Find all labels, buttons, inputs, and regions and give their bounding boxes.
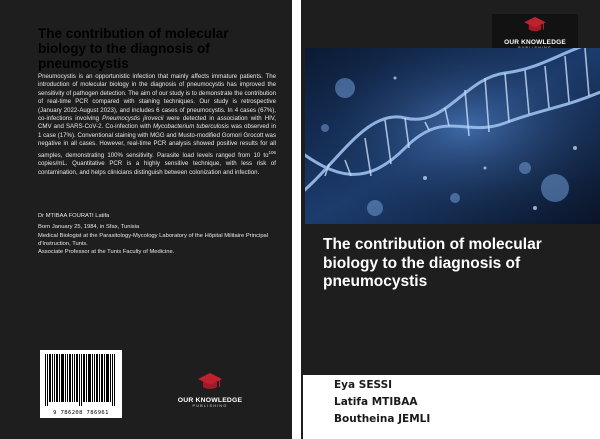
summary-text-4: copies/mL. Quantitative PCR is a highly sensitive technique, with less risk of contamination, and helps clinicians distinguish between colonization and infection. bbox=[38, 160, 276, 176]
back-cover-title: The contribution of molecular biology to the diagnosis of pneumocystis bbox=[38, 26, 229, 71]
bio-line: Medical Biologist at the Parasitology-Mycology Laboratory of the Hôpital Militaire Principal d'Instruction, Tunis. bbox=[38, 232, 269, 247]
summary-text-3: was observed in 1 case (17%). Conventional staining with MGG and Musto-modified Gomori Grocott was negative in all cases. However, real-time PCR analysis showed positive results for all samples, demonstrating 100% sensitivity. Parasite load levels ranged from 10 to bbox=[38, 123, 276, 159]
barcode-number: 9 786208 786961 bbox=[53, 410, 109, 416]
publisher-brand: OUR KNOWLEDGE bbox=[177, 397, 243, 404]
bio-line: Associate Professor at the Tunis Faculty of Medicine. bbox=[38, 249, 175, 256]
graduation-cap-icon bbox=[522, 16, 548, 34]
back-cover-summary bbox=[38, 73, 276, 177]
dna-helix-image bbox=[305, 48, 600, 224]
front-cover-title: The contribution of molecular biology to the diagnosis of pneumocystis bbox=[323, 236, 542, 290]
summary-text-2: were detected in association with HIV, CMV and SARS-CoV-2. Co-infection with bbox=[38, 115, 276, 131]
author-list bbox=[334, 377, 534, 428]
spine bbox=[292, 0, 301, 439]
publisher-logo-back bbox=[166, 372, 254, 408]
summary-species-2: Mycobacterium tuberculosis bbox=[152, 123, 229, 131]
bio-line: Born January 25, 1984, in Sfax, Tunisia bbox=[38, 224, 140, 231]
author-bio bbox=[38, 212, 276, 256]
bio-line: Dr MTIBAA FOURATI Latifa bbox=[38, 213, 110, 219]
author-name: Eya SESSI bbox=[334, 379, 393, 391]
barcode-bars bbox=[45, 354, 117, 406]
isbn-barcode bbox=[40, 350, 122, 418]
summary-text-1: Pneumocystis is an opportunistic infection that mainly affects immature patients. The introduction of molecular biology in the diagnosis of pneumocystis has improved the sensitivity of pathogen detection. The aim of our study is to demonstrate the contribution of real-time PCR compared with staining techniques. Our study is retrospective (January 2022-August 2023), and includes 6 cases of pneumocystis. In 4 cases (67%), co-infections involving bbox=[38, 73, 276, 123]
publisher-tagline: PUBLISHING bbox=[192, 404, 228, 408]
dna-illustration bbox=[305, 48, 600, 224]
author-name: Latifa MTIBAA bbox=[334, 396, 418, 408]
graduation-cap-icon bbox=[197, 372, 223, 392]
summary-species-1: Pneumocystis jirovecii bbox=[102, 115, 164, 123]
author-name: Boutheina JEMLI bbox=[334, 413, 431, 425]
publisher-brand: OUR KNOWLEDGE bbox=[504, 39, 566, 46]
summary-superscript: 106 bbox=[268, 149, 276, 155]
